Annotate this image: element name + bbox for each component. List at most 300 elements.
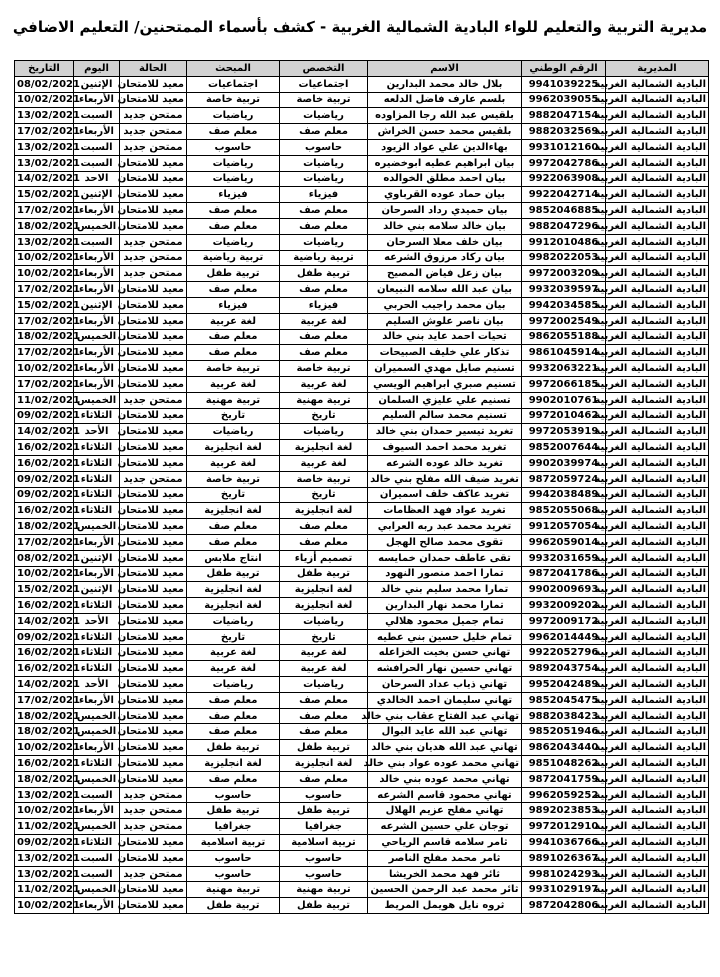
cell-day: الاحد (74, 171, 120, 187)
table-row (15, 534, 709, 550)
table-row (15, 882, 709, 898)
cell-national-id: 9932031659 (522, 550, 606, 566)
cell-specialty: معلم صف (280, 534, 368, 550)
cell-date: 14/02/2021 (15, 171, 74, 187)
cell-directorate: البادية الشمالية الغربية (606, 803, 709, 819)
cell-directorate: البادية الشمالية الغربية (606, 740, 709, 756)
cell-day: السبت (74, 139, 120, 155)
cell-date: 13/02/2021 (15, 155, 74, 171)
cell-status: ممتحن جديد (120, 392, 187, 408)
cell-subject: لغة انجليزية (187, 503, 280, 519)
cell-date: 16/02/2021 (15, 503, 74, 519)
cell-name: بيان ناصر علوش السليم (368, 313, 522, 329)
cell-name: ثائر محمد عبد الرحمن الحسين (368, 882, 522, 898)
cell-subject: لغة عربية (187, 313, 280, 329)
cell-specialty: تربية طفل (280, 266, 368, 282)
cell-subject: لغة عربية (187, 376, 280, 392)
cell-specialty: تاريخ (280, 629, 368, 645)
cell-name: بيان احمد مطلق الخوالده (368, 171, 522, 187)
cell-directorate: البادية الشمالية الغربية (606, 819, 709, 835)
cell-subject: تربية رياضية (187, 250, 280, 266)
cell-name: بيان ابراهيم عطيه ابوخضيره (368, 155, 522, 171)
cell-specialty: رياضيات (280, 171, 368, 187)
cell-name: تمام جميل محمود هلالي (368, 613, 522, 629)
cell-directorate: البادية الشمالية الغربية (606, 124, 709, 140)
table-row (15, 677, 709, 693)
cell-specialty: معلم صف (280, 218, 368, 234)
cell-subject: تربية طفل (187, 266, 280, 282)
cell-directorate: البادية الشمالية الغربية (606, 392, 709, 408)
table-row (15, 898, 709, 914)
cell-specialty: حاسوب (280, 139, 368, 155)
cell-subject: فيزياء (187, 187, 280, 203)
cell-directorate: البادية الشمالية الغربية (606, 771, 709, 787)
cell-status: معيد للامتحان (120, 329, 187, 345)
cell-national-id: 9912057054 (522, 519, 606, 535)
cell-specialty: جغرافيا (280, 819, 368, 835)
cell-name: تغريد محمد احمد السيوف (368, 440, 522, 456)
cell-specialty: رياضيات (280, 108, 368, 124)
table-row (15, 361, 709, 377)
table-row (15, 724, 709, 740)
cell-status: معيد للامتحان (120, 376, 187, 392)
cell-directorate: البادية الشمالية الغربية (606, 250, 709, 266)
cell-subject: تربية خاصة (187, 471, 280, 487)
cell-status: معيد للامتحان (120, 487, 187, 503)
cell-subject: لغة انجليزية (187, 756, 280, 772)
cell-date: 16/02/2021 (15, 440, 74, 456)
cell-name: تمارا محمد سليم بني خالد (368, 582, 522, 598)
cell-directorate: البادية الشمالية الغربية (606, 661, 709, 677)
cell-national-id: 9982022053 (522, 250, 606, 266)
cell-date: 08/02/2021 (15, 76, 74, 92)
cell-name: تغريد محمد عبد ربه العرابي (368, 519, 522, 535)
cell-name: تهاني محمد عوده بني خالد (368, 771, 522, 787)
cell-date: 15/02/2021 (15, 187, 74, 203)
cell-name: تهاني حسن بخيت الخزاعله (368, 645, 522, 661)
table-row (15, 455, 709, 471)
cell-directorate: البادية الشمالية الغربية (606, 898, 709, 914)
cell-day: الثلاثاء (74, 503, 120, 519)
cell-status: معيد للامتحان (120, 424, 187, 440)
cell-date: 16/02/2021 (15, 598, 74, 614)
cell-date: 14/02/2021 (15, 613, 74, 629)
cell-subject: معلم صف (187, 771, 280, 787)
cell-specialty: تربية خاصة (280, 92, 368, 108)
cell-status: ممتحن جديد (120, 866, 187, 882)
cell-date: 14/02/2021 (15, 677, 74, 693)
cell-day: الخميس (74, 882, 120, 898)
table-row (15, 519, 709, 535)
cell-directorate: البادية الشمالية الغربية (606, 203, 709, 219)
cell-specialty: معلم صف (280, 345, 368, 361)
cell-specialty: لغة عربية (280, 455, 368, 471)
cell-day: الأحد (74, 424, 120, 440)
cell-specialty: لغة عربية (280, 661, 368, 677)
table-row (15, 598, 709, 614)
cell-subject: تربية مهنية (187, 392, 280, 408)
cell-name: تمارا احمد منصور النهود (368, 566, 522, 582)
cell-date: 13/02/2021 (15, 139, 74, 155)
cell-specialty: معلم صف (280, 329, 368, 345)
cell-name: بيان ركاد مرزوق الشرعه (368, 250, 522, 266)
cell-national-id: 9962014449 (522, 629, 606, 645)
cell-subject: رياضيات (187, 155, 280, 171)
cell-subject: رياضيات (187, 234, 280, 250)
column-header-name: الاسم (368, 61, 522, 77)
cell-name: بيان زعل فياض المصيح (368, 266, 522, 282)
table-row (15, 503, 709, 519)
cell-specialty: حاسوب (280, 787, 368, 803)
cell-status: معيد للامتحان (120, 708, 187, 724)
table-row (15, 487, 709, 503)
cell-national-id: 9902009693 (522, 582, 606, 598)
cell-specialty: معلم صف (280, 282, 368, 298)
cell-status: معيد للامتحان (120, 613, 187, 629)
cell-date: 13/02/2021 (15, 787, 74, 803)
cell-national-id: 9942038489 (522, 487, 606, 503)
cell-date: 10/02/2021 (15, 92, 74, 108)
cell-status: معيد للامتحان (120, 598, 187, 614)
cell-national-id: 9852046885 (522, 203, 606, 219)
cell-subject: تربية خاصة (187, 361, 280, 377)
cell-directorate: البادية الشمالية الغربية (606, 440, 709, 456)
cell-subject: تربية طفل (187, 803, 280, 819)
cell-day: الإثنين (74, 550, 120, 566)
cell-date: 10/02/2021 (15, 566, 74, 582)
cell-name: تمارا محمد نهار البدارين (368, 598, 522, 614)
cell-directorate: البادية الشمالية الغربية (606, 835, 709, 851)
column-header-day: اليوم (74, 61, 120, 77)
cell-status: معيد للامتحان (120, 440, 187, 456)
cell-name: بيان حميدي رداد السرحان (368, 203, 522, 219)
cell-date: 15/02/2021 (15, 582, 74, 598)
cell-specialty: لغة انجليزية (280, 582, 368, 598)
table-row (15, 550, 709, 566)
cell-directorate: البادية الشمالية الغربية (606, 424, 709, 440)
cell-specialty: رياضيات (280, 677, 368, 693)
cell-national-id: 9941039225 (522, 76, 606, 92)
cell-date: 18/02/2021 (15, 519, 74, 535)
cell-status: معيد للامتحان (120, 408, 187, 424)
cell-name: تسنيم محمد سالم السليم (368, 408, 522, 424)
cell-subject: لغة انجليزية (187, 440, 280, 456)
cell-specialty: رياضيات (280, 613, 368, 629)
cell-date: 16/02/2021 (15, 661, 74, 677)
table-row (15, 392, 709, 408)
cell-national-id: 9891026367 (522, 850, 606, 866)
table-row (15, 297, 709, 313)
cell-national-id: 9912010486 (522, 234, 606, 250)
column-header-national-id: الرقم الوطني (522, 61, 606, 77)
cell-name: ثامر محمد مفلح الناصر (368, 850, 522, 866)
cell-directorate: البادية الشمالية الغربية (606, 677, 709, 693)
cell-subject: حاسوب (187, 787, 280, 803)
column-header-subject: المبحث (187, 61, 280, 77)
cell-day: الثلاثاء (74, 471, 120, 487)
cell-day: الإثنين (74, 582, 120, 598)
cell-national-id: 9902039974 (522, 455, 606, 471)
cell-name: بيان محمد راجيب الحربي (368, 297, 522, 313)
cell-day: الأربعاء (74, 266, 120, 282)
cell-day: الثلاثاء (74, 598, 120, 614)
table-row (15, 313, 709, 329)
cell-date: 15/02/2021 (15, 297, 74, 313)
table-row (15, 250, 709, 266)
cell-day: الثلاثاء (74, 756, 120, 772)
cell-national-id: 9872041759 (522, 771, 606, 787)
cell-directorate: البادية الشمالية الغربية (606, 376, 709, 392)
cell-directorate: البادية الشمالية الغربية (606, 692, 709, 708)
cell-name: تسنيم علي عليزي السلمان (368, 392, 522, 408)
cell-date: 10/02/2021 (15, 266, 74, 282)
cell-subject: تربية طفل (187, 566, 280, 582)
cell-day: الإثنين (74, 76, 120, 92)
cell-day: الأربعاء (74, 803, 120, 819)
cell-day: الثلاثاء (74, 661, 120, 677)
cell-subject: لغة عربية (187, 645, 280, 661)
cell-subject: تربية اسلامية (187, 835, 280, 851)
cell-day: السبت (74, 155, 120, 171)
cell-status: معيد للامتحان (120, 155, 187, 171)
cell-national-id: 9872059724 (522, 471, 606, 487)
table-row (15, 613, 709, 629)
cell-name: تغريد عاكف خلف اسميران (368, 487, 522, 503)
cell-date: 16/02/2021 (15, 645, 74, 661)
cell-national-id: 9922063908 (522, 171, 606, 187)
cell-national-id: 9852045475 (522, 692, 606, 708)
table-row (15, 629, 709, 645)
cell-specialty: معلم صف (280, 708, 368, 724)
cell-national-id: 9882038423 (522, 708, 606, 724)
cell-specialty: تربية طفل (280, 803, 368, 819)
cell-directorate: البادية الشمالية الغربية (606, 266, 709, 282)
table-row (15, 803, 709, 819)
cell-date: 09/02/2021 (15, 471, 74, 487)
cell-status: معيد للامتحان (120, 218, 187, 234)
cell-specialty: معلم صف (280, 124, 368, 140)
cell-day: السبت (74, 234, 120, 250)
cell-subject: معلم صف (187, 124, 280, 140)
cell-specialty: اجتماعيات (280, 76, 368, 92)
cell-status: ممتحن جديد (120, 266, 187, 282)
table-row (15, 266, 709, 282)
cell-status: معيد للامتحان (120, 313, 187, 329)
cell-directorate: البادية الشمالية الغربية (606, 598, 709, 614)
cell-directorate: البادية الشمالية الغربية (606, 787, 709, 803)
cell-day: الثلاثاء (74, 835, 120, 851)
cell-specialty: لغة انجليزية (280, 440, 368, 456)
cell-subject: رياضيات (187, 424, 280, 440)
cell-day: الأربعاء (74, 345, 120, 361)
cell-national-id: 9852051946 (522, 724, 606, 740)
table-row (15, 582, 709, 598)
cell-national-id: 9941036766 (522, 835, 606, 851)
cell-status: معيد للامتحان (120, 692, 187, 708)
cell-name: بلال خالد محمد البدارين (368, 76, 522, 92)
cell-name: بلقيس عبد الله رجا المزاوده (368, 108, 522, 124)
table-row (15, 92, 709, 108)
cell-date: 18/02/2021 (15, 771, 74, 787)
cell-directorate: البادية الشمالية الغربية (606, 756, 709, 772)
cell-specialty: تربية اسلامية (280, 835, 368, 851)
cell-national-id: 9942034585 (522, 297, 606, 313)
cell-date: 17/02/2021 (15, 692, 74, 708)
cell-subject: تاريخ (187, 487, 280, 503)
cell-subject: رياضيات (187, 108, 280, 124)
cell-name: بيان خلف معلا السرحان (368, 234, 522, 250)
cell-subject: فيزياء (187, 297, 280, 313)
cell-name: تهاني ذياب عداد السرحان (368, 677, 522, 693)
cell-date: 13/02/2021 (15, 850, 74, 866)
cell-specialty: لغة انجليزية (280, 598, 368, 614)
cell-national-id: 9872041786 (522, 566, 606, 582)
cell-directorate: البادية الشمالية الغربية (606, 519, 709, 535)
cell-national-id: 9902010761 (522, 392, 606, 408)
table-row (15, 740, 709, 756)
cell-subject: تربية مهنية (187, 882, 280, 898)
cell-national-id: 9922052796 (522, 645, 606, 661)
cell-subject: معلم صف (187, 218, 280, 234)
cell-status: ممتحن جديد (120, 471, 187, 487)
table-row (15, 692, 709, 708)
cell-name: تمام خليل حسين بني عطيه (368, 629, 522, 645)
cell-name: تهاني محمود قاسم الشرعه (368, 787, 522, 803)
table-row (15, 645, 709, 661)
cell-name: تحيات احمد عايد بني خالد (368, 329, 522, 345)
cell-status: معيد للامتحان (120, 171, 187, 187)
cell-specialty: معلم صف (280, 724, 368, 740)
cell-directorate: البادية الشمالية الغربية (606, 471, 709, 487)
cell-date: 10/02/2021 (15, 250, 74, 266)
cell-day: الثلاثاء (74, 629, 120, 645)
cell-national-id: 9972002549 (522, 313, 606, 329)
cell-day: الأحد (74, 613, 120, 629)
cell-subject: معلم صف (187, 329, 280, 345)
cell-specialty: لغة انجليزية (280, 756, 368, 772)
cell-status: معيد للامتحان (120, 740, 187, 756)
cell-status: معيد للامتحان (120, 282, 187, 298)
cell-specialty: تربية مهنية (280, 882, 368, 898)
cell-date: 17/02/2021 (15, 124, 74, 140)
cell-status: معيد للامتحان (120, 724, 187, 740)
cell-directorate: البادية الشمالية الغربية (606, 76, 709, 92)
cell-date: 14/02/2021 (15, 424, 74, 440)
table-row (15, 566, 709, 582)
cell-date: 10/02/2021 (15, 740, 74, 756)
table-row (15, 787, 709, 803)
cell-specialty: معلم صف (280, 771, 368, 787)
cell-day: الأحد (74, 677, 120, 693)
table-row (15, 708, 709, 724)
cell-day: الأربعاء (74, 313, 120, 329)
cell-specialty: لغة عربية (280, 376, 368, 392)
cell-status: ممتحن جديد (120, 139, 187, 155)
cell-national-id: 9932009202 (522, 598, 606, 614)
cell-name: تذكار علي خليف الصبيحات (368, 345, 522, 361)
table-row (15, 155, 709, 171)
cell-name: توجان علي حسين الشرعه (368, 819, 522, 835)
examiners-table (14, 60, 709, 914)
cell-status: معيد للامتحان (120, 345, 187, 361)
table-row (15, 835, 709, 851)
cell-status: معيد للامتحان (120, 898, 187, 914)
table-row (15, 345, 709, 361)
cell-subject: رياضيات (187, 613, 280, 629)
column-header-directorate: المديرية (606, 61, 709, 77)
cell-status: ممتحن جديد (120, 108, 187, 124)
table-row (15, 234, 709, 250)
cell-specialty: لغة عربية (280, 645, 368, 661)
cell-subject: لغة انجليزية (187, 582, 280, 598)
cell-name: بهاءالدين علي عواد الزيود (368, 139, 522, 155)
cell-specialty: تربية خاصة (280, 361, 368, 377)
table-row (15, 408, 709, 424)
cell-date: 08/02/2021 (15, 550, 74, 566)
table-row (15, 124, 709, 140)
table-row (15, 661, 709, 677)
cell-date: 16/02/2021 (15, 756, 74, 772)
cell-name: تسنيم صايل مهدي السميران (368, 361, 522, 377)
cell-day: الخميس (74, 392, 120, 408)
cell-directorate: البادية الشمالية الغربية (606, 108, 709, 124)
cell-status: ممتحن جديد (120, 787, 187, 803)
table-header-row (15, 61, 709, 77)
cell-subject: حاسوب (187, 139, 280, 155)
cell-day: الأربعاء (74, 692, 120, 708)
cell-national-id: 9972042786 (522, 155, 606, 171)
cell-status: معيد للامتحان (120, 566, 187, 582)
cell-status: معيد للامتحان (120, 203, 187, 219)
cell-name: تهاني عبد الفتاح عقاب بني خالد (368, 708, 522, 724)
cell-directorate: البادية الشمالية الغربية (606, 345, 709, 361)
cell-directorate: البادية الشمالية الغربية (606, 187, 709, 203)
cell-status: معيد للامتحان (120, 850, 187, 866)
table-row (15, 203, 709, 219)
cell-subject: اجتماعيات (187, 76, 280, 92)
cell-specialty: رياضيات (280, 155, 368, 171)
table-row (15, 139, 709, 155)
cell-national-id: 9922042714 (522, 187, 606, 203)
cell-status: معيد للامتحان (120, 297, 187, 313)
table-row (15, 771, 709, 787)
cell-name: تغريد عواد فهد العظامات (368, 503, 522, 519)
cell-name: تغريد خالد عوده الشرعه (368, 455, 522, 471)
cell-name: بلسم عارف فاضل الدلعه (368, 92, 522, 108)
cell-date: 18/02/2021 (15, 329, 74, 345)
cell-national-id: 9851048262 (522, 756, 606, 772)
cell-day: الأربعاء (74, 534, 120, 550)
cell-subject: حاسوب (187, 866, 280, 882)
cell-day: الخميس (74, 724, 120, 740)
cell-directorate: البادية الشمالية الغربية (606, 218, 709, 234)
cell-status: ممتحن جديد (120, 234, 187, 250)
cell-name: بيان حماد عوده القرباوي (368, 187, 522, 203)
cell-status: معيد للامتحان (120, 582, 187, 598)
cell-date: 13/02/2021 (15, 866, 74, 882)
cell-status: معيد للامتحان (120, 503, 187, 519)
cell-specialty: رياضيات (280, 424, 368, 440)
cell-directorate: البادية الشمالية الغربية (606, 550, 709, 566)
cell-national-id: 9972066185 (522, 376, 606, 392)
cell-directorate: البادية الشمالية الغربية (606, 708, 709, 724)
cell-directorate: البادية الشمالية الغربية (606, 171, 709, 187)
cell-name: تسنيم صبري ابراهيم الويسي (368, 376, 522, 392)
cell-date: 17/02/2021 (15, 376, 74, 392)
cell-directorate: البادية الشمالية الغربية (606, 139, 709, 155)
cell-national-id: 9962039055 (522, 92, 606, 108)
cell-date: 11/02/2021 (15, 392, 74, 408)
